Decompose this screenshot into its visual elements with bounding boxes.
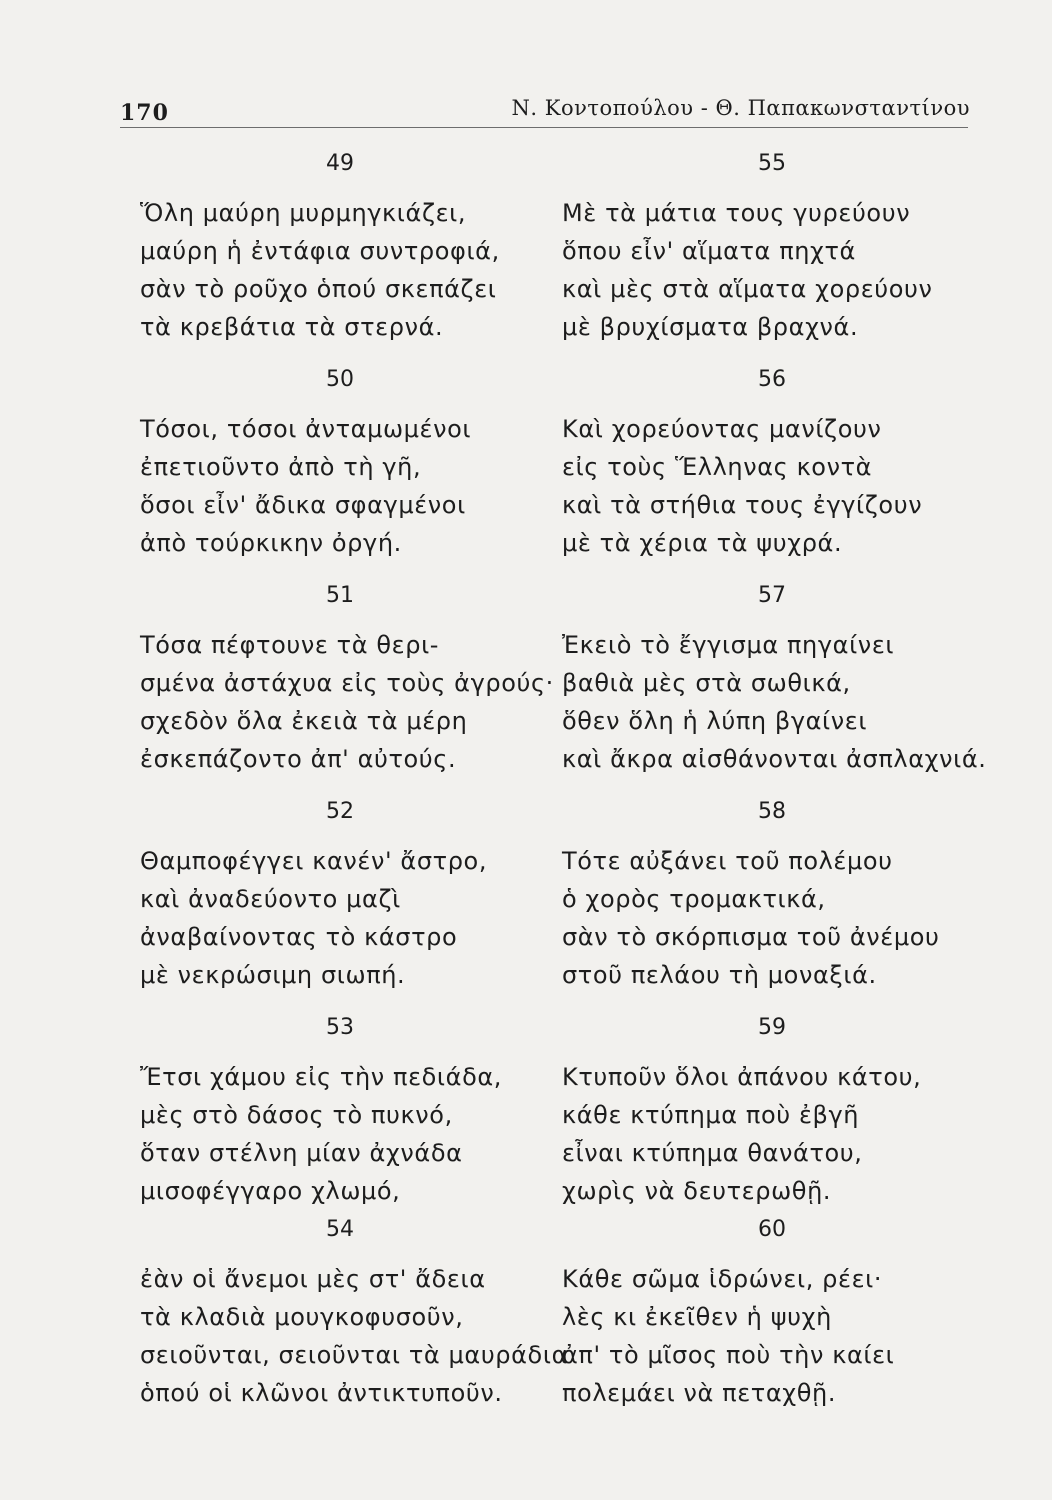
verse-line: σὰν τὸ σκόρπισμα τοῦ ἀνέμου [562, 923, 940, 951]
stanza-number: 55 [758, 151, 786, 176]
verse-line: Ἔτσι χάμου εἰς τὴν πεδιάδα, [140, 1063, 503, 1091]
verse-line: μαύρη ἡ ἐντάφια συντροφιά, [140, 237, 500, 265]
verse-line: ὅθεν ὅλη ἡ λύπη βγαίνει [562, 707, 868, 735]
stanza-number: 50 [326, 367, 354, 392]
verse-line: καὶ ἄκρα αἰσθάνονται ἀσπλαχνιά. [562, 745, 987, 773]
verse-line: σειοῦνται, σειοῦνται τὰ μαυράδια [140, 1341, 568, 1369]
verse-line: τὰ κρεβάτια τὰ στερνά. [140, 313, 444, 341]
verse-line: ὅπου εἶν' αἵματα πηχτά [562, 237, 856, 265]
running-head: Ν. Κοντοπούλου - Θ. Παπακωνσταντίνου [511, 96, 970, 120]
verse-line: ἐὰν οἱ ἄνεμοι μὲς στ' ἄδεια [140, 1265, 486, 1293]
verse-line: καὶ τὰ στήθια τους ἐγγίζουν [562, 491, 923, 519]
verse-line: σὰν τὸ ροῦχο ὁπού σκεπάζει [140, 275, 497, 303]
verse-line: ὅσοι εἶν' ἄδικα σφαγμένοι [140, 491, 466, 519]
stanza-number: 58 [758, 799, 786, 824]
verse-line: Τόσα πέφτουνε τὰ θερι- [140, 631, 440, 659]
verse-line: Θαμποφέγγει κανέν' ἄστρο, [140, 847, 488, 875]
verse-line: ὁ χορὸς τρομακτικά, [562, 885, 826, 913]
verse-line: κάθε κτύπημα ποὺ ἐβγῆ [562, 1101, 860, 1129]
verse-line: μισοφέγγαρο χλωμό, [140, 1177, 401, 1205]
stanza-number: 51 [326, 583, 354, 608]
verse-line: λὲς κι ἐκεῖθεν ἡ ψυχὴ [562, 1303, 832, 1331]
verse-line: καὶ μὲς στὰ αἵματα χορεύουν [562, 275, 933, 303]
verse-line: ἀπ' τὸ μῖσος ποὺ τὴν καίει [562, 1341, 895, 1369]
verse-line: Κτυποῦν ὅλοι ἀπάνου κάτου, [562, 1063, 922, 1091]
verse-line: Κάθε σῶμα ἱδρώνει, ρέει· [562, 1265, 883, 1293]
verse-line: ὁπού οἱ κλῶνοι ἀντικτυποῦν. [140, 1379, 503, 1407]
verse-line: εἰς τοὺς Ἕλληνας κοντὰ [562, 453, 873, 481]
verse-line: Καὶ χορεύοντας μανίζουν [562, 415, 882, 443]
stanza-number: 59 [758, 1015, 786, 1040]
verse-line: βαθιὰ μὲς στὰ σωθικά, [562, 669, 851, 697]
header-rule [120, 127, 968, 128]
verse-line: Τότε αὐξάνει τοῦ πολέμου [562, 847, 893, 875]
verse-line: στοῦ πελάου τὴ μοναξιά. [562, 961, 877, 989]
verse-line: χωρὶς νὰ δευτερωθῇ. [562, 1177, 832, 1205]
verse-line: τὰ κλαδιὰ μουγκοφυσοῦν, [140, 1303, 464, 1331]
verse-line: σμένα ἀστάχυα εἰς τοὺς ἀγρούς· [140, 669, 554, 697]
verse-line: σχεδὸν ὅλα ἐκειὰ τὰ μέρη [140, 707, 468, 735]
verse-line: μὲ βρυχίσματα βραχνά. [562, 313, 859, 341]
stanza-number: 60 [758, 1217, 786, 1242]
verse-line: πολεμάει νὰ πεταχθῇ. [562, 1379, 837, 1407]
stanza-number: 49 [326, 151, 354, 176]
verse-line: Μὲ τὰ μάτια τους γυρεύουν [562, 199, 911, 227]
verse-line: μὲ τὰ χέρια τὰ ψυχρά. [562, 529, 843, 557]
verse-line: ὅταν στέλνη μίαν ἀχνάδα [140, 1139, 463, 1167]
verse-line: εἶναι κτύπημα θανάτου, [562, 1139, 863, 1167]
verse-line: Ὅλη μαύρη μυρμηγκιάζει, [140, 199, 467, 227]
verse-line: ἐπετιοῦντο ἀπὸ τὴ γῆ, [140, 453, 422, 481]
stanza-number: 56 [758, 367, 786, 392]
stanza-number: 57 [758, 583, 786, 608]
verse-line: Τόσοι, τόσοι ἀνταμωμένοι [140, 415, 472, 443]
verse-line: ἀναβαίνοντας τὸ κάστρο [140, 923, 458, 951]
verse-line: μὲ νεκρώσιμη σιωπή. [140, 961, 406, 989]
stanza-number: 54 [326, 1217, 354, 1242]
verse-line: ἐσκεπάζοντο ἀπ' αὐτούς. [140, 745, 457, 773]
verse-line: Ἐκειὸ τὸ ἔγγισμα πηγαίνει [562, 631, 895, 659]
verse-line: ἀπὸ τούρκικην ὀργή. [140, 529, 402, 557]
page-number: 170 [120, 100, 169, 126]
verse-line: μὲς στὸ δάσος τὸ πυκνό, [140, 1101, 453, 1129]
stanza-number: 53 [326, 1015, 354, 1040]
stanza-number: 52 [326, 799, 354, 824]
verse-line: καὶ ἀναδεύοντο μαζὶ [140, 885, 401, 913]
page-header [120, 84, 970, 124]
